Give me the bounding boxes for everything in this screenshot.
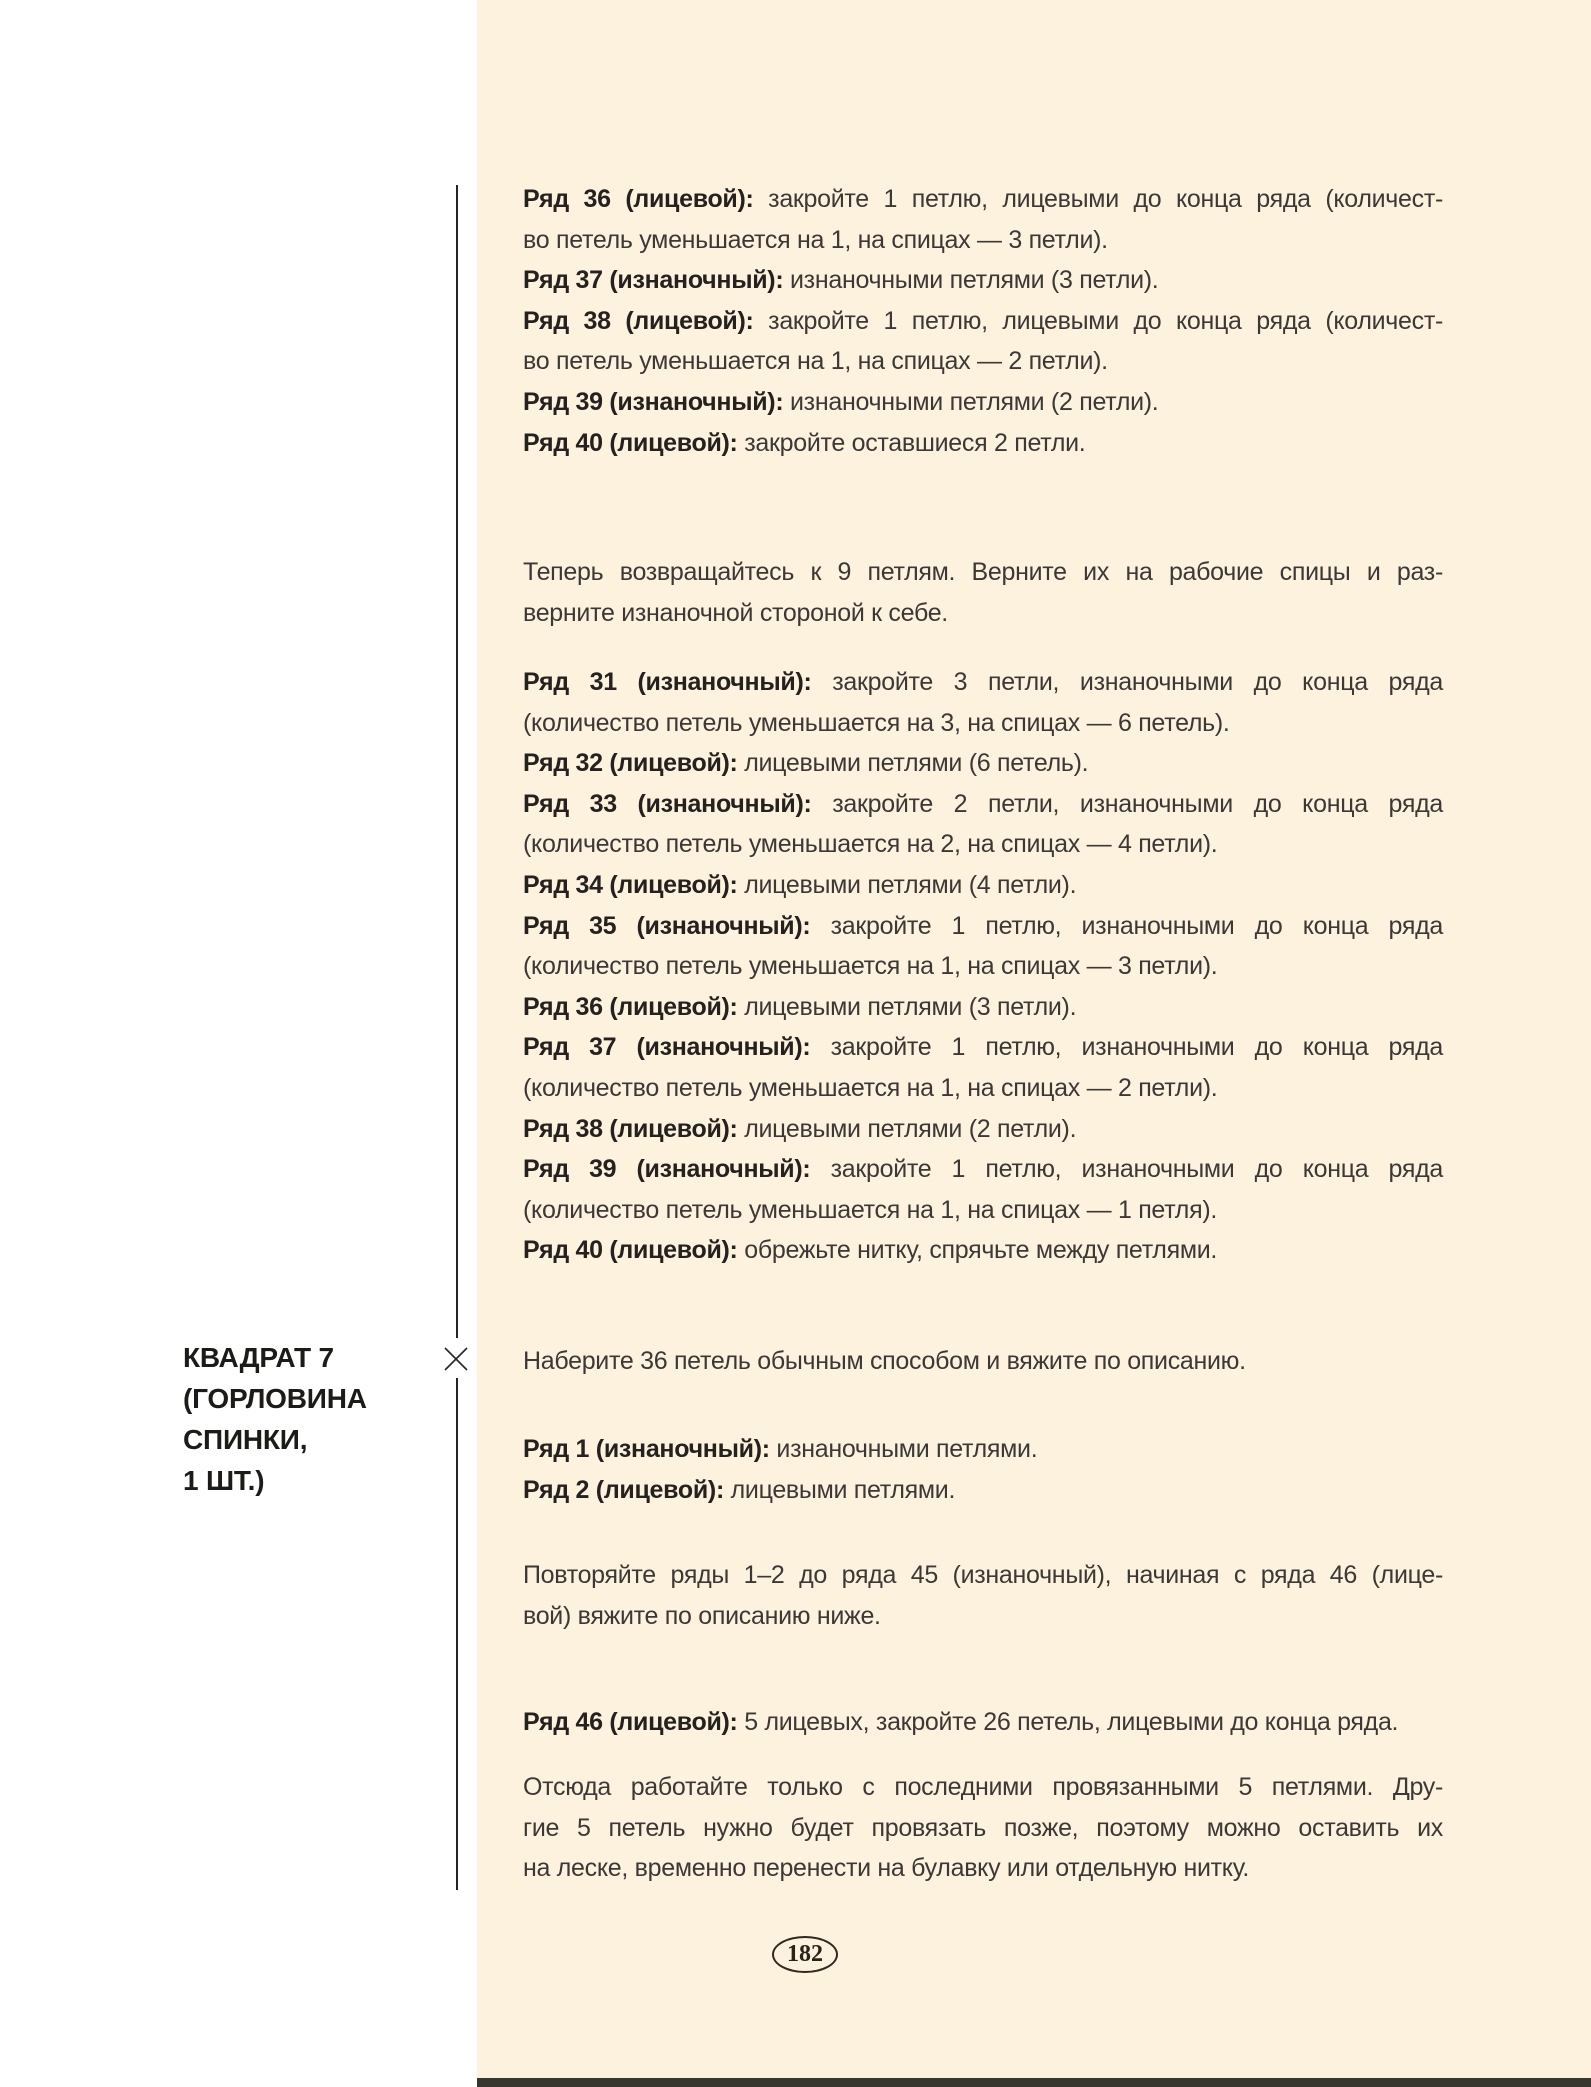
- text-run: обрежьте нитку, спрячьте между петлями.: [737, 1236, 1218, 1265]
- row-label: Ряд 37 (изнаночный):: [523, 1033, 811, 1062]
- section-heading-line: СПИНКИ,: [183, 1424, 308, 1455]
- text-run: лицевыми петлями (4 петли).: [737, 870, 1077, 899]
- text-run: закройте 1 петлю, изнаночными до конца ряда: [810, 1033, 1443, 1062]
- text-run: (количество петель уменьшается на 2, на спицах — 4 петли).: [523, 830, 1218, 859]
- text-line: [523, 1848, 1443, 1889]
- row-label: Ряд 39 (изнаночный):: [523, 387, 784, 416]
- text-line: [523, 341, 1443, 382]
- page-bottom-strip: [477, 2078, 1591, 2087]
- text-run: Наберите 36 петель обычным способом и вяжите по описанию.: [523, 1347, 1246, 1375]
- text-line: [523, 946, 1443, 987]
- text-line: [523, 784, 1443, 825]
- row-label: Ряд 40 (лицевой):: [523, 428, 738, 457]
- text-line: [523, 1190, 1443, 1231]
- text-run: Повторяйте ряды 1–2 до ряда 45 (изнаночный), начиная с ряда 46 (лице-: [523, 1561, 1443, 1589]
- text-run: лицевыми петлями (2 петли).: [737, 1114, 1077, 1143]
- text-line: [523, 1767, 1443, 1808]
- text-line: [523, 987, 1443, 1028]
- row-label: Ряд 37 (изнаночный):: [523, 266, 784, 295]
- paragraph-return-to-9-stitches: [523, 552, 1443, 633]
- text-run: Теперь возвращайтесь к 9 петлям. Верните их на рабочие спицы и раз-: [523, 558, 1443, 586]
- paragraph-rows-36-40-first: [523, 179, 1443, 463]
- section-rule-top: [456, 185, 458, 1338]
- text-run: Отсюда работайте только с последними провязанными 5 петлями. Дру-: [523, 1773, 1443, 1801]
- paragraph-cast-on-36: [523, 1341, 1443, 1382]
- text-run: верните изнаночной стороной к себе.: [523, 598, 948, 627]
- text-line: [523, 382, 1443, 423]
- text-line: [523, 906, 1443, 947]
- row-label: Ряд 31 (изнаночный):: [523, 668, 812, 696]
- text-run: закройте 1 петлю, изнаночными до конца ряда: [810, 911, 1443, 940]
- text-line: [523, 1470, 1443, 1511]
- text-run: закройте 1 петлю, изнаночными до конца ряда: [810, 1155, 1443, 1184]
- text-line: [523, 1341, 1443, 1382]
- text-line: [523, 1808, 1443, 1849]
- text-line: [523, 423, 1443, 464]
- text-run: закройте 1 петлю, лицевыми до конца ряда (количест-: [753, 185, 1443, 213]
- text-run: (количество петель уменьшается на 1, на спицах — 3 петли).: [523, 952, 1218, 981]
- text-run: изнаночными петлями (2 петли).: [783, 387, 1159, 416]
- row-label: Ряд 2 (лицевой):: [523, 1475, 724, 1504]
- section-heading-line: 1 ШТ.): [183, 1465, 265, 1496]
- text-line: [523, 1702, 1443, 1743]
- text-line: [523, 1555, 1443, 1596]
- text-run: изнаночными петлями.: [769, 1435, 1038, 1463]
- text-run: вой) вяжите по описанию ниже.: [523, 1601, 881, 1630]
- page-number-badge: [772, 1936, 838, 1973]
- text-line: [523, 662, 1443, 703]
- row-label: Ряд 46 (лицевой):: [523, 1708, 738, 1736]
- row-label: Ряд 35 (изнаночный):: [523, 911, 811, 940]
- text-line: [523, 1429, 1443, 1470]
- text-run: лицевыми петлями.: [723, 1475, 956, 1504]
- text-line: [523, 220, 1443, 261]
- text-run: гие 5 петель нужно будет провязать позже, поэтому можно оставить их: [523, 1813, 1443, 1842]
- section-heading-line: (ГОРЛОВИНА: [183, 1383, 367, 1414]
- row-label: Ряд 32 (лицевой):: [523, 749, 738, 778]
- text-run: 5 лицевых, закройте 26 петель, лицевыми до конца ряда.: [737, 1708, 1399, 1736]
- row-label: Ряд 36 (лицевой):: [523, 185, 754, 213]
- text-run: закройте оставшиеся 2 петли.: [737, 428, 1086, 457]
- text-line: [523, 1027, 1443, 1068]
- text-line: [523, 1230, 1443, 1271]
- text-line: [523, 743, 1443, 784]
- text-line: [523, 824, 1443, 865]
- text-line: [523, 260, 1443, 301]
- section-heading-line: КВАДРАТ 7: [183, 1342, 334, 1373]
- row-label: Ряд 38 (лицевой):: [523, 1114, 738, 1143]
- row-label: Ряд 38 (лицевой):: [523, 306, 754, 335]
- paragraph-rows-1-2: [523, 1429, 1443, 1510]
- row-label: Ряд 39 (изнаночный):: [523, 1155, 811, 1184]
- text-line: [523, 1109, 1443, 1150]
- section-heading: [183, 1337, 463, 1501]
- text-run: на леске, временно перенести на булавку или отдельную нитку.: [523, 1854, 1250, 1883]
- page-number: 182: [787, 1941, 823, 1967]
- row-label: Ряд 40 (лицевой):: [523, 1236, 738, 1265]
- paragraph-rows-31-40-second: [523, 662, 1443, 1271]
- text-run: закройте 2 петли, изнаночными до конца ряда: [811, 789, 1444, 818]
- text-run: (количество петель уменьшается на 3, на спицах — 6 петель).: [523, 708, 1230, 737]
- text-line: [523, 703, 1443, 744]
- text-line: [523, 552, 1443, 593]
- text-line: [523, 301, 1443, 342]
- row-label: Ряд 34 (лицевой):: [523, 870, 738, 899]
- text-run: во петель уменьшается на 1, на спицах — 2 петли).: [523, 347, 1108, 376]
- text-run: закройте 3 петли, изнаночными до конца ряда: [811, 668, 1444, 696]
- text-line: [523, 179, 1443, 220]
- text-run: лицевыми петлями (6 петель).: [737, 749, 1089, 778]
- text-run: (количество петель уменьшается на 1, на спицах — 2 петли).: [523, 1073, 1218, 1102]
- row-label: Ряд 36 (лицевой):: [523, 992, 738, 1021]
- text-run: изнаночными петлями (3 петли).: [783, 266, 1159, 295]
- paragraph-repeat-rows: [523, 1555, 1443, 1636]
- row-label: Ряд 1 (изнаночный):: [523, 1435, 770, 1463]
- text-run: закройте 1 петлю, лицевыми до конца ряда (количест-: [753, 306, 1443, 335]
- paragraph-work-last-5: [523, 1767, 1443, 1889]
- text-line: [523, 1596, 1443, 1637]
- text-run: во петель уменьшается на 1, на спицах — 3 петли).: [523, 225, 1108, 254]
- row-label: Ряд 33 (изнаночный):: [523, 789, 812, 818]
- text-line: [523, 865, 1443, 906]
- text-line: [523, 1068, 1443, 1109]
- text-run: (количество петель уменьшается на 1, на спицах — 1 петля).: [523, 1195, 1218, 1224]
- paragraph-row-46: [523, 1702, 1443, 1743]
- text-line: [523, 593, 1443, 634]
- text-line: [523, 1149, 1443, 1190]
- text-run: лицевыми петлями (3 петли).: [737, 992, 1077, 1021]
